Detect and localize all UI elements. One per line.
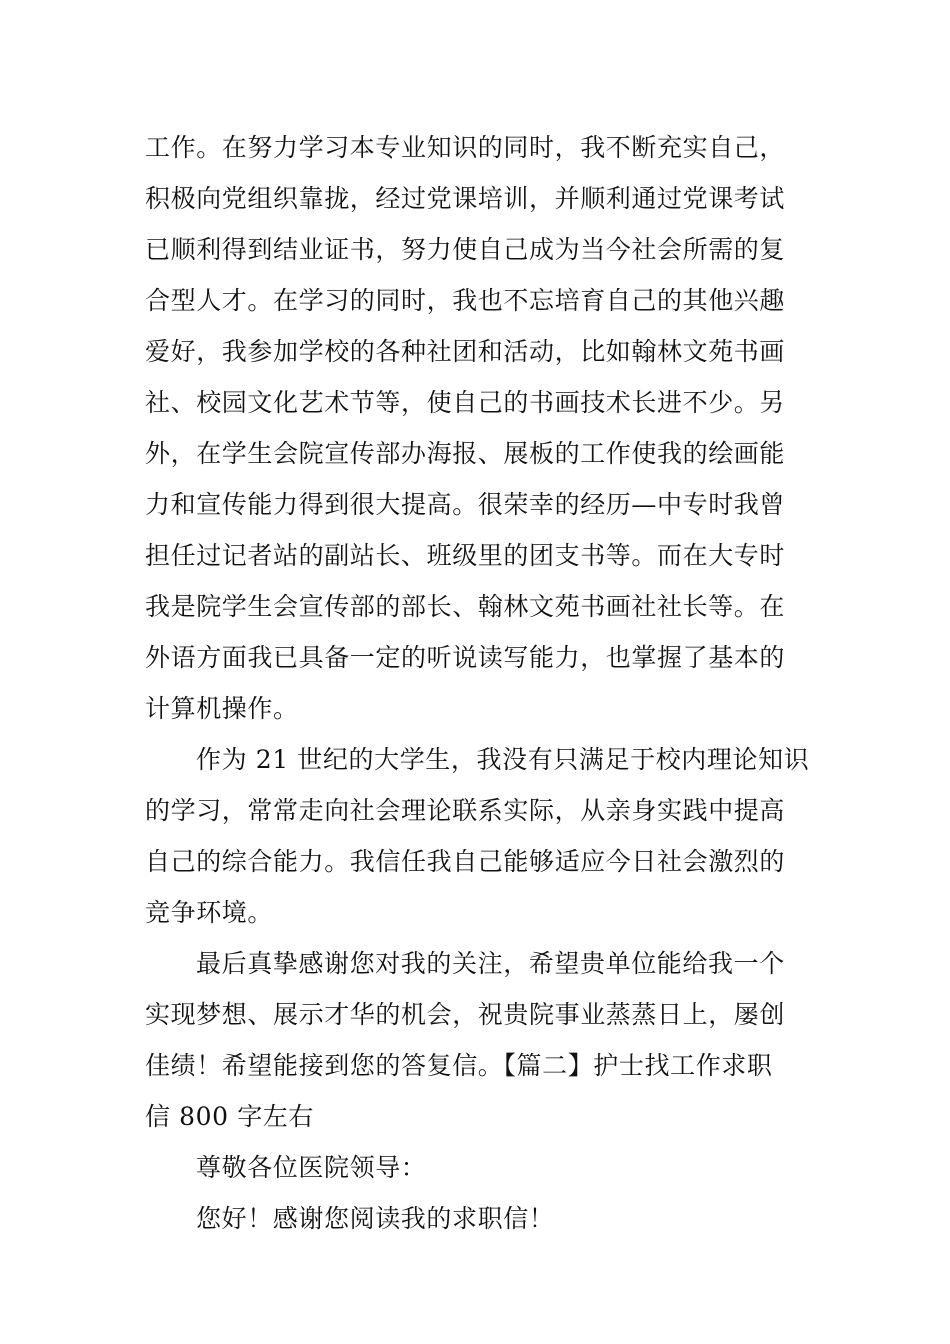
paragraph-line: 已顺利得到结业证书，努力使自己成为当今社会所需的复: [145, 235, 786, 264]
paragraph-line: 社、校园文化艺术节等，使自己的书画技术长进不少。另: [145, 388, 786, 417]
paragraph-line: 合型人才。在学习的同时，我也不忘培育自己的其他兴趣: [145, 286, 786, 315]
salutation-line: 尊敬各位医院领导：: [196, 1153, 427, 1182]
paragraph-line: 爱好，我参加学校的各种社团和活动，比如翰林文苑书画: [145, 337, 786, 366]
paragraph-line: 担任过记者站的副站长、班级里的团支书等。而在大专时: [145, 541, 786, 570]
paragraph-line: 的学习，常常走向社会理论联系实际，从亲身实践中提高: [145, 796, 786, 825]
paragraph-line: 自己的综合能力。我信任我自己能够适应今日社会激烈的: [145, 847, 786, 876]
paragraph-line: 最后真挚感谢您对我的关注，希望贵单位能给我一个: [196, 949, 785, 978]
paragraph-line: 力和宣传能力得到很大提高。很荣幸的经历—中专时我曾: [145, 490, 786, 519]
paragraph-line: 计算机操作。: [145, 694, 299, 723]
paragraph-line: 积极向党组织靠拢，经过党课培训，并顺利通过党课考试: [145, 184, 786, 213]
paragraph-line: 外语方面我已具备一定的听说读写能力，也掌握了基本的: [145, 643, 786, 672]
paragraph-line: 我是院学生会宣传部的部长、翰林文苑书画社社长等。在: [145, 592, 786, 621]
paragraph-line: 工作。在努力学习本专业知识的同时，我不断充实自己，: [145, 133, 786, 162]
paragraph-line: 作为 21 世纪的大学生，我没有只满足于校内理论知识: [196, 745, 810, 774]
paragraph-line: 佳绩！希望能接到您的答复信。【篇二】护士找工作求职: [145, 1051, 773, 1080]
paragraph-line: 外，在学生会院宣传部办海报、展板的工作使我的绘画能: [145, 439, 786, 468]
paragraph-line: 信 800 字左右: [145, 1102, 315, 1131]
greeting-line: 您好！感谢您阅读我的求职信！: [196, 1204, 555, 1233]
paragraph-line: 竞争环境。: [145, 898, 274, 927]
paragraph-line: 实现梦想、展示才华的机会，祝贵院事业蒸蒸日上，屡创: [145, 1000, 786, 1029]
